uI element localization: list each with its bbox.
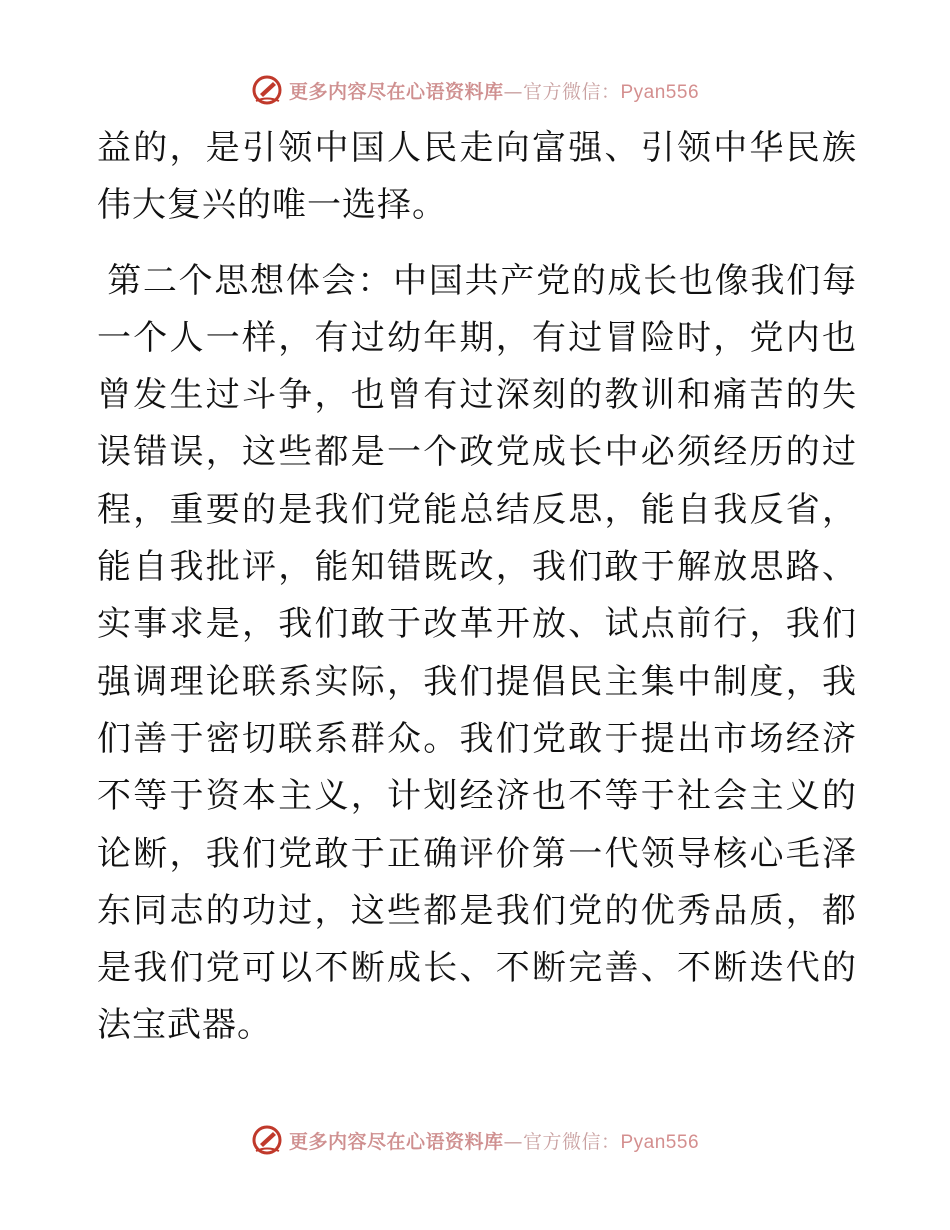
brand-logo-icon xyxy=(251,74,283,106)
document-body xyxy=(97,120,857,1055)
paragraph-continued: 益的，是引领中国人民走向富强、引领中华民族伟大复兴的唯一选择。 xyxy=(97,128,857,226)
header-watermark xyxy=(0,70,950,110)
paragraph-second-reflection: 第二个思想体会：中国共产党的成长也像我们每一个人一样，有过幼年期，有过冒险时，党内也曾发生过斗争，也曾有过深刻的教训和痛苦的失误错误，这些都是一个政党成长中必须经历的过程，重要的是我们党能总结反思，能自我反省，能自我批评，能知错既改，我们敢于解放思路、实事求是，我们敢于改革开放、试点前行，我们强调理论联系实际，我们提倡民主集中制度，我们善于密切联系群众。我们党敢于提出市场经济不等于资本主义，计划经济也不等于社会主义的论断，我们党敢于正确评价第一代领导核心毛泽东同志的功过，这些都是我们党的优秀品质，都是我们党可以不断成长、不断完善、不断迭代的法宝武器。 xyxy=(97,260,857,1046)
brand-logo-icon xyxy=(251,1124,283,1156)
watermark-sub: —官方微信： xyxy=(503,1130,621,1153)
footer-watermark xyxy=(0,1120,950,1160)
watermark-main: 更多内容尽在心语资料库 xyxy=(288,80,504,103)
watermark-text xyxy=(289,1127,699,1154)
watermark-sub: —官方微信： xyxy=(503,80,621,103)
watermark-text xyxy=(289,77,699,104)
watermark-id: Pyan556 xyxy=(620,1131,700,1153)
watermark-main: 更多内容尽在心语资料库 xyxy=(288,1130,504,1153)
watermark-id: Pyan556 xyxy=(620,81,700,103)
